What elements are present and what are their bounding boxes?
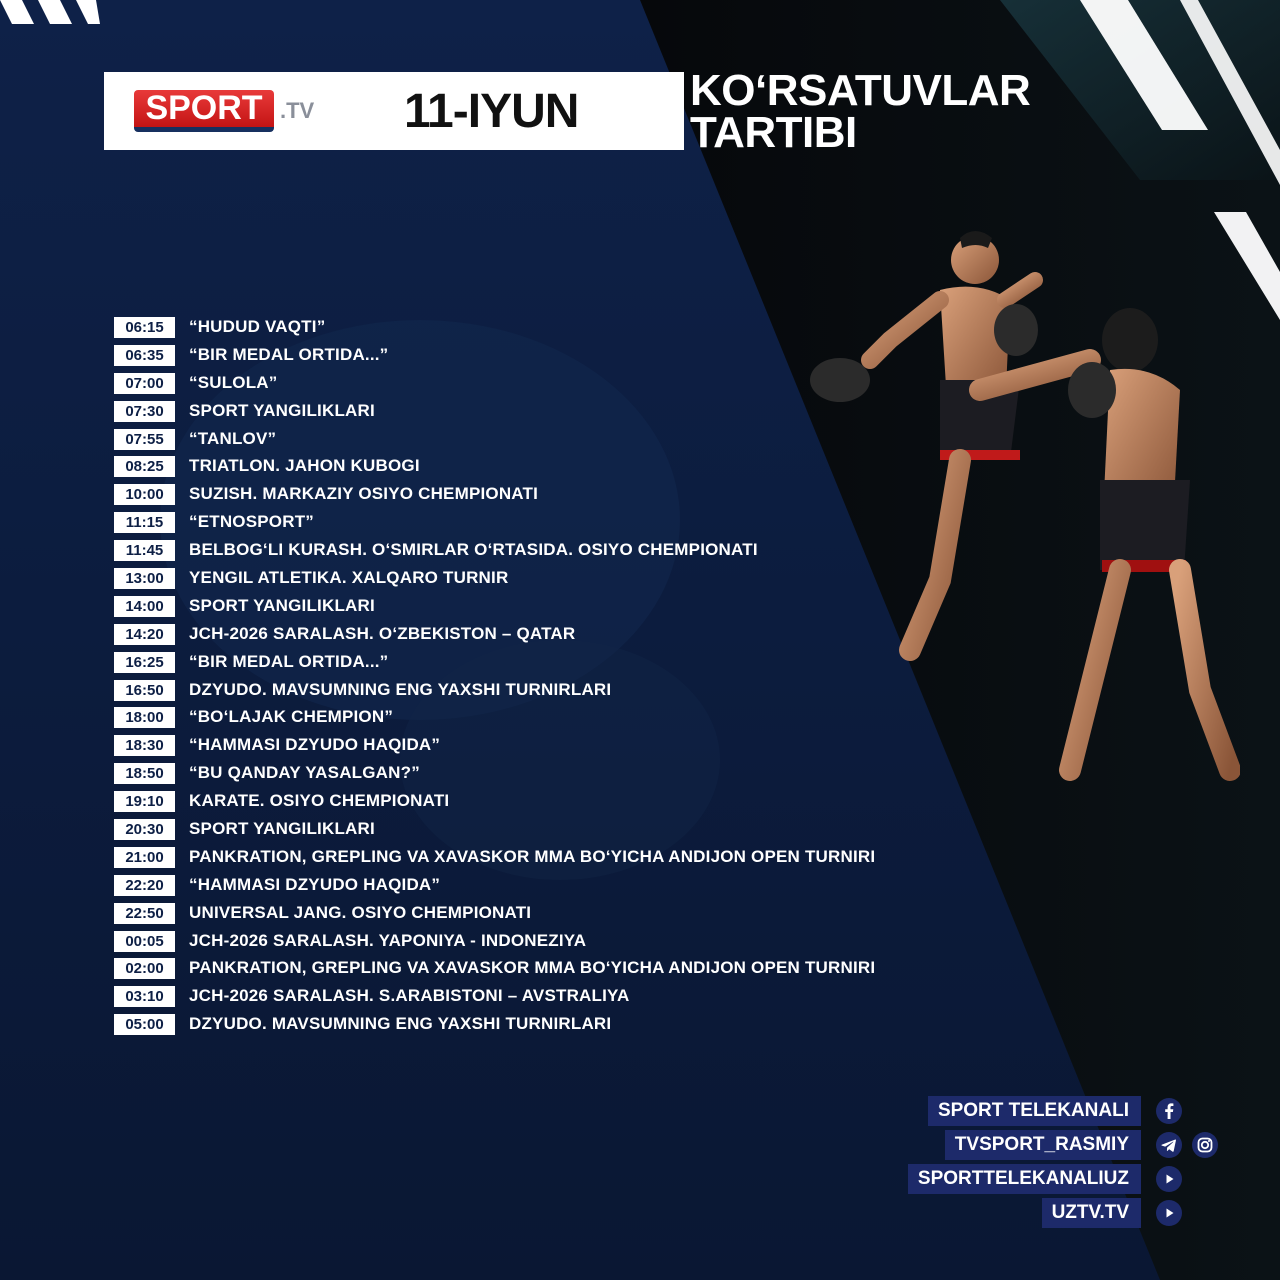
schedule-program: “SULOLA” (189, 372, 278, 392)
schedule-time: 19:10 (114, 791, 175, 812)
logo-badge (134, 90, 274, 132)
schedule-program: JCH-2026 SARALASH. O‘ZBEKISTON – QATAR (189, 623, 576, 643)
schedule-program: KARATE. OSIYO CHEMPIONATI (189, 791, 450, 811)
social-label[interactable]: SPORTTELEKANALIUZ (908, 1164, 1141, 1194)
schedule-time: 18:30 (114, 735, 175, 756)
logo-suffix: .TV (280, 98, 315, 123)
schedule-program: “HAMMASI DZYUDO HAQIDA” (189, 874, 441, 894)
page-title (690, 66, 1110, 157)
schedule-program: SPORT YANGILIKLARI (189, 819, 375, 839)
schedule-time: 06:35 (114, 345, 175, 366)
schedule-time: 16:25 (114, 652, 175, 673)
schedule-program: PANKRATION, GREPLING VA XAVASKOR MMA BO‘YICHA ANDIJON OPEN TURNIRI (189, 846, 876, 866)
schedule-time: 07:55 (114, 429, 175, 450)
schedule-time: 13:00 (114, 568, 175, 589)
schedule-program: DZYUDO. MAVSUMNING ENG YAXSHI TURNIRLARI (189, 1014, 612, 1034)
schedule-program: “BO‘LAJAK CHEMPION” (189, 707, 394, 727)
schedule-program: SPORT YANGILIKLARI (189, 595, 375, 615)
schedule-time: 14:20 (114, 624, 175, 645)
schedule-program: TRIATLON. JAHON KUBOGI (189, 456, 420, 476)
title-line-1: KO‘RSATUVLAR (690, 66, 1031, 115)
schedule-program: “ETNOSPORT” (189, 512, 314, 532)
telegram-icon[interactable] (1156, 1132, 1182, 1158)
facebook-icon[interactable] (1156, 1098, 1182, 1124)
schedule-time: 06:15 (114, 317, 175, 338)
social-label[interactable]: UZTV.TV (1042, 1198, 1141, 1228)
schedule-program: DZYUDO. MAVSUMNING ENG YAXSHI TURNIRLARI (189, 679, 612, 699)
social-label[interactable]: SPORT TELEKANALI (928, 1096, 1141, 1126)
schedule-program: “BU QANDAY YASALGAN?” (189, 763, 420, 783)
schedule-program: “HAMMASI DZYUDO HAQIDA” (189, 735, 441, 755)
schedule-time: 11:45 (114, 540, 175, 561)
schedule-time: 18:00 (114, 707, 175, 728)
play-icon[interactable] (1156, 1200, 1182, 1226)
schedule-time: 02:00 (114, 958, 175, 979)
schedule-time: 16:50 (114, 680, 175, 701)
fighters-illustration (780, 220, 1240, 810)
schedule-program: “BIR MEDAL ORTIDA...” (189, 651, 389, 671)
decorative-stripes (0, 0, 110, 30)
schedule-date: 11-IYUN (404, 85, 579, 138)
social-row[interactable] (886, 1096, 1141, 1130)
schedule-program: PANKRATION, GREPLING VA XAVASKOR MMA BO‘YICHA ANDIJON OPEN TURNIRI (189, 958, 876, 978)
schedule-program: SPORT YANGILIKLARI (189, 400, 375, 420)
social-row[interactable] (886, 1130, 1141, 1164)
schedule-time: 21:00 (114, 847, 175, 868)
schedule-program: “HUDUD VAQTI” (189, 317, 326, 336)
schedule-program: SUZISH. MARKAZIY OSIYO CHEMPIONATI (189, 484, 539, 504)
schedule-time: 18:50 (114, 763, 175, 784)
social-row[interactable] (886, 1164, 1141, 1198)
schedule-time: 08:25 (114, 456, 175, 477)
schedule-program: YENGIL ATLETIKA. XALQARO TURNIR (189, 568, 509, 588)
schedule-time: 14:00 (114, 596, 175, 617)
schedule-time: 05:00 (114, 1014, 175, 1035)
social-label[interactable]: TVSPORT_RASMIY (945, 1130, 1141, 1160)
social-links (886, 1096, 1141, 1232)
schedule-program: “BIR MEDAL ORTIDA...” (189, 344, 389, 364)
header-bar (104, 72, 684, 150)
sport-tv-logo (134, 88, 326, 134)
schedule-program: JCH-2026 SARALASH. S.ARABISTONI – AVSTRALIYA (189, 986, 630, 1006)
schedule-time: 07:00 (114, 373, 175, 394)
youtube-icon[interactable] (1156, 1166, 1182, 1192)
schedule-program: UNIVERSAL JANG. OSIYO CHEMPIONATI (189, 902, 532, 922)
instagram-icon[interactable] (1192, 1132, 1218, 1158)
schedule-program: BELBOG‘LI KURASH. O‘SMIRLAR O‘RTASIDA. OSIYO CHEMPIONATI (189, 540, 758, 560)
schedule-time: 00:05 (114, 931, 175, 952)
title-line-2: TARTIBI (690, 108, 857, 157)
schedule-time: 11:15 (114, 512, 175, 533)
social-row[interactable] (886, 1198, 1141, 1232)
schedule-time: 20:30 (114, 819, 175, 840)
schedule-time: 07:30 (114, 401, 175, 422)
schedule-program: “TANLOV” (189, 428, 277, 448)
schedule-time: 10:00 (114, 484, 175, 505)
schedule-time: 03:10 (114, 986, 175, 1007)
schedule-time: 22:50 (114, 903, 175, 924)
schedule-time: 22:20 (114, 875, 175, 896)
schedule-program: JCH-2026 SARALASH. YAPONIYA - INDONEZIYA (189, 930, 587, 950)
logo-text: SPORT (145, 89, 263, 127)
